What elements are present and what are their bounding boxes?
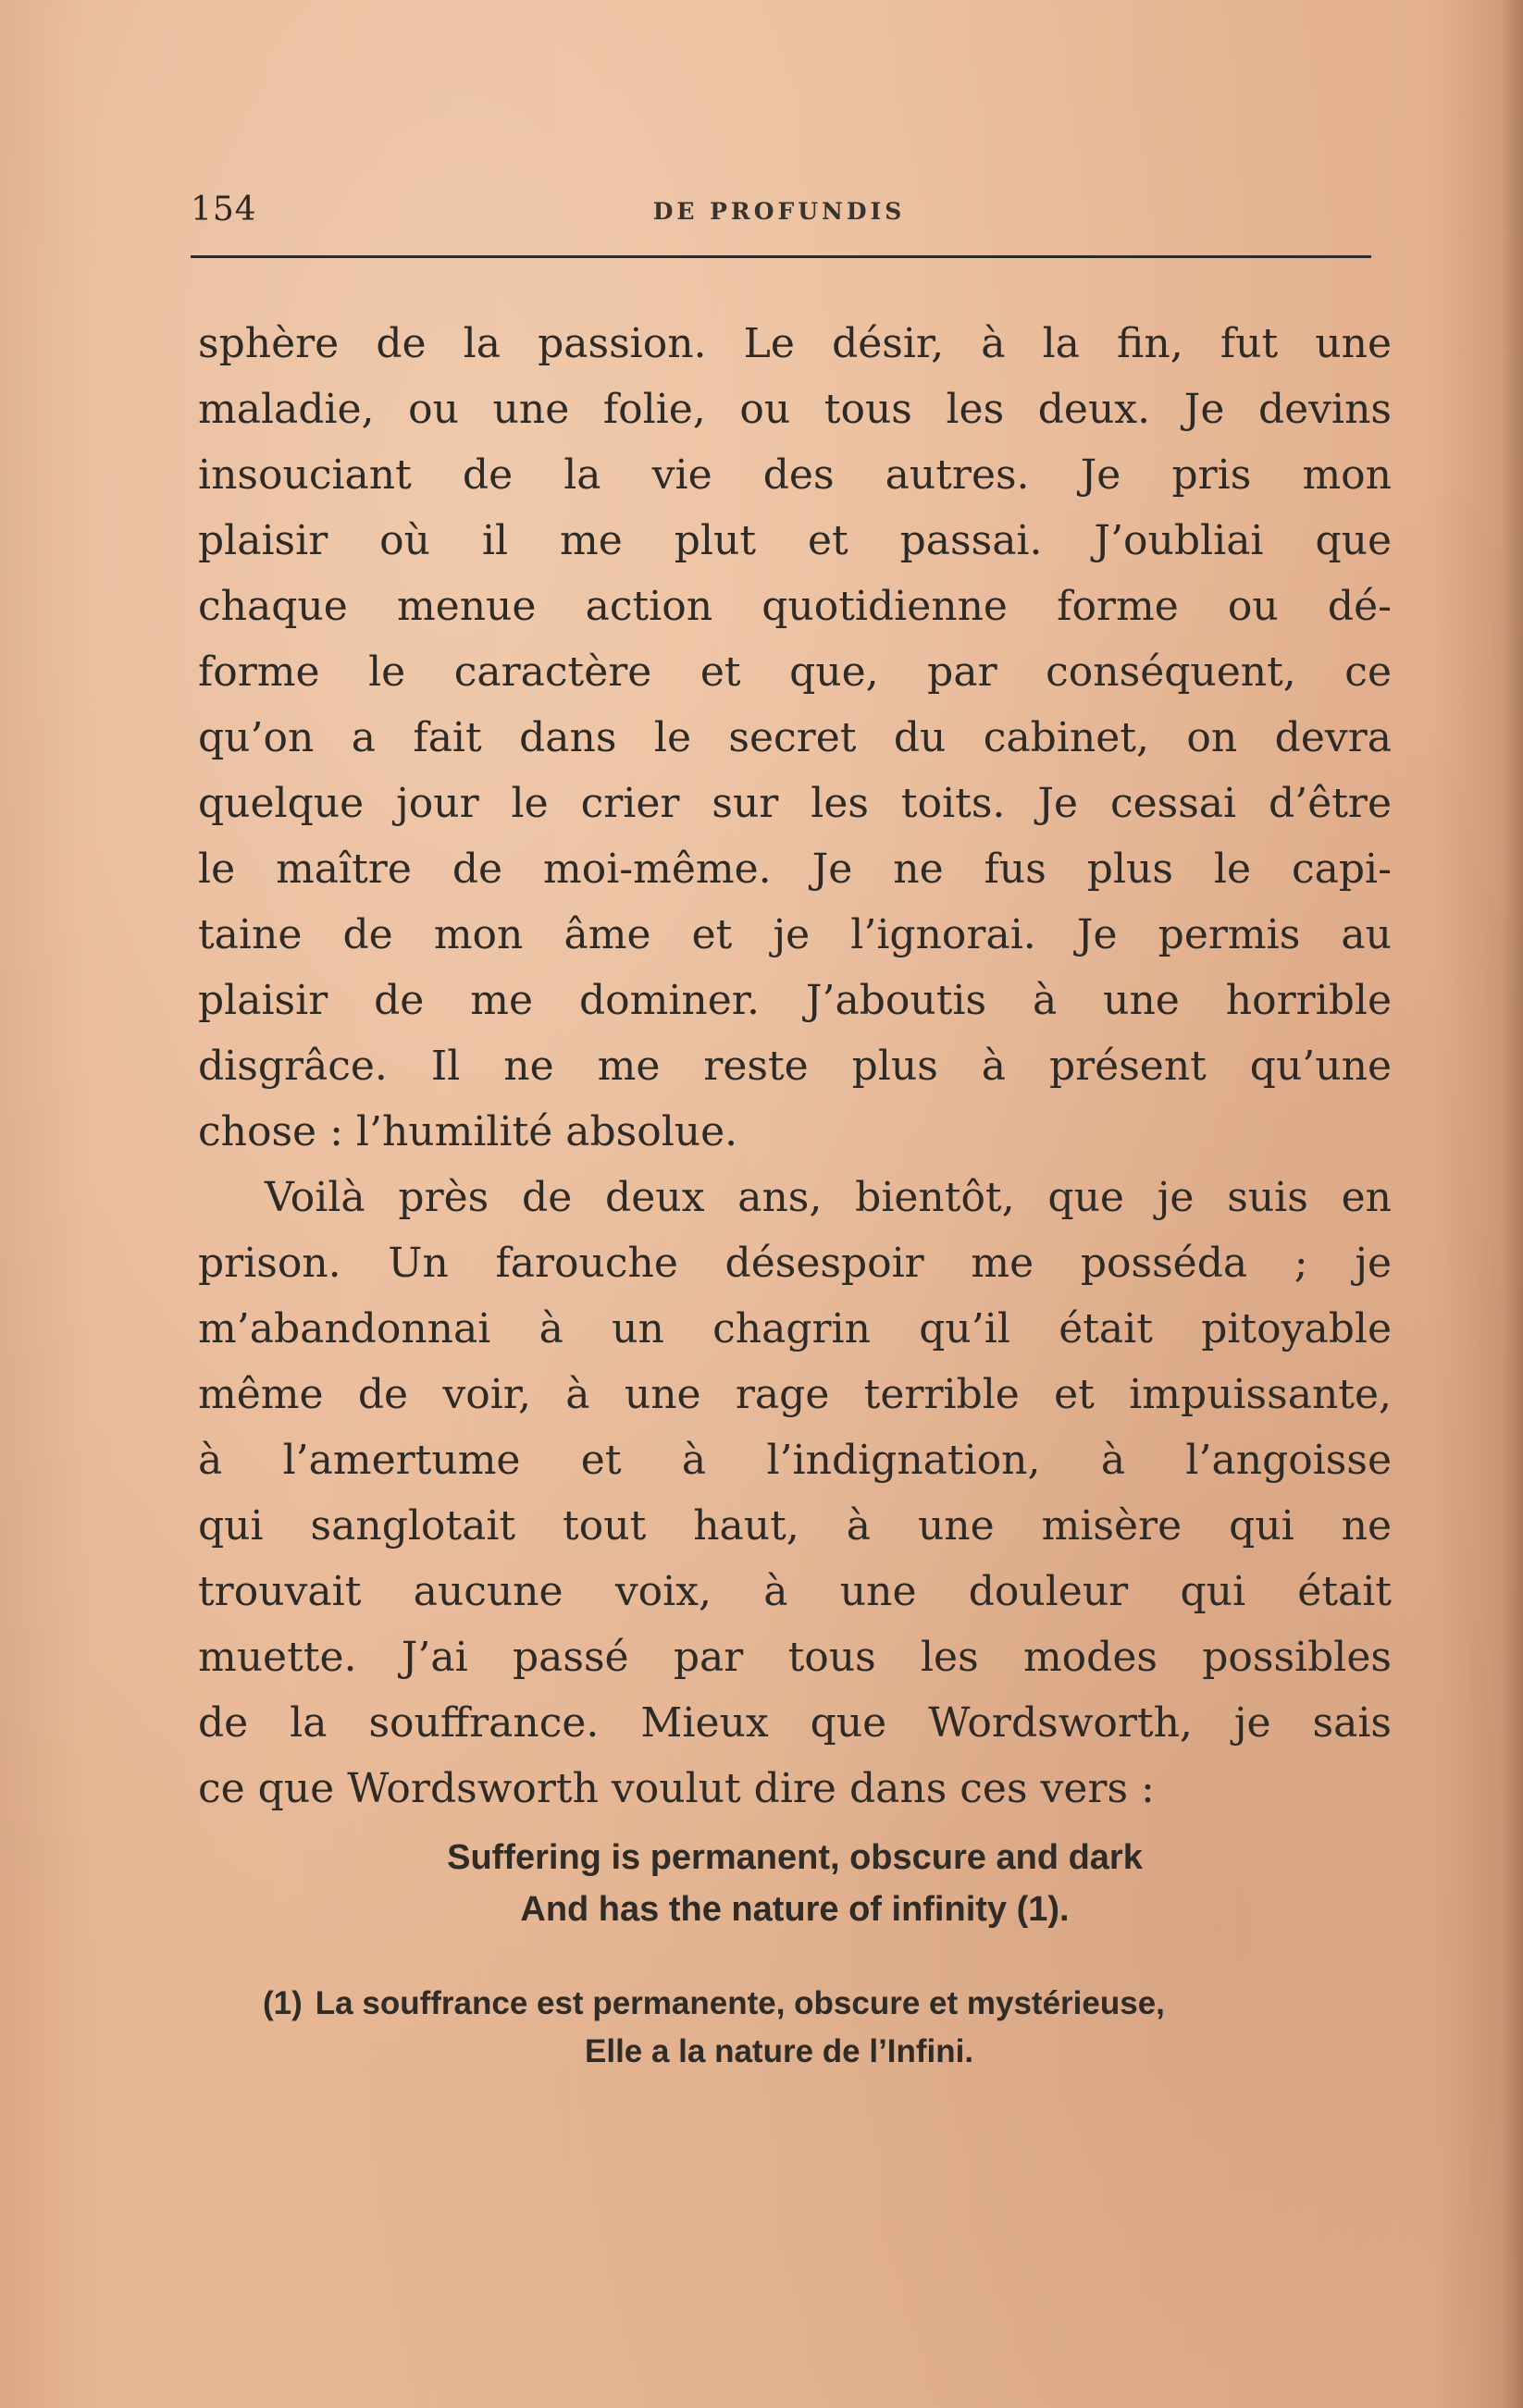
text-line: chose : l’humilité absolue. (198, 1108, 738, 1155)
text-line: prison. Un farouche désespoir me posséda ; je (198, 1240, 1392, 1287)
text-line: quelque jour le crier sur les toits. Je cessai d’être (198, 780, 1392, 827)
footnote (263, 1980, 1410, 2076)
footnote-marker: (1) (263, 1985, 303, 2021)
text-line: Voilà près de deux ans, bientôt, que je suis en (265, 1174, 1392, 1221)
text-line: à l’amertume et à l’indignation, à l’angoisse (198, 1437, 1392, 1484)
text-line: trouvait aucune voix, à une douleur qui était (198, 1568, 1392, 1615)
text-line: qu’on a fait dans le secret du cabinet, on devra (198, 714, 1392, 761)
verse-line: And has the nature of infinity (1). (520, 1890, 1070, 1929)
text-line: le maître de moi-même. Je ne fus plus le capi- (198, 846, 1392, 893)
text-line: muette. J’ai passé par tous les modes possibles (198, 1634, 1392, 1681)
text-line: de la souffrance. Mieux que Wordsworth, je sais (198, 1699, 1392, 1747)
text-line: plaisir où il me plut et passai. J’oubliai que (198, 517, 1392, 564)
text-line: qui sanglotait tout haut, à une misère qui ne (198, 1502, 1392, 1550)
verse-quote (198, 1832, 1392, 1935)
body-text (198, 311, 1392, 1821)
footnote-line: Elle a la nature de l’Infini. (585, 2033, 974, 2069)
text-line: maladie, ou une folie, ou tous les deux. Je devins (198, 386, 1392, 433)
running-title: DE PROFUNDIS (652, 198, 906, 225)
footnote-line (263, 1980, 1410, 2028)
text-line: ce que Wordsworth voulut dire dans ces vers : (198, 1765, 1155, 1812)
page-edge-shadow (1503, 0, 1523, 2408)
text-line: m’abandonnai à un chagrin qu’il était pitoyable (198, 1305, 1392, 1352)
verse-line: Suffering is permanent, obscure and dark (447, 1838, 1143, 1877)
text-line: même de voir, à une rage terrible et impuissante, (198, 1371, 1392, 1418)
text-line: disgrâce. Il ne me reste plus à présent qu’une (198, 1043, 1392, 1090)
footnote-text: La souffrance est permanente, obscure et mystérieuse, (315, 1985, 1165, 2021)
text-line: forme le caractère et que, par conséquent, ce (198, 648, 1392, 696)
page-number: 154 (191, 191, 257, 228)
text-line: insouciant de la vie des autres. Je pris mon (198, 451, 1392, 499)
text-line: plaisir de me dominer. J’aboutis à une horrible (198, 977, 1392, 1024)
text-line: taine de mon âme et je l’ignorai. Je permis au (198, 911, 1392, 958)
page-header (191, 191, 1368, 235)
text-line: chaque menue action quotidienne forme ou dé- (198, 583, 1392, 630)
text-line: sphère de la passion. Le désir, à la fin, fut une (198, 320, 1392, 367)
header-rule (191, 255, 1371, 258)
